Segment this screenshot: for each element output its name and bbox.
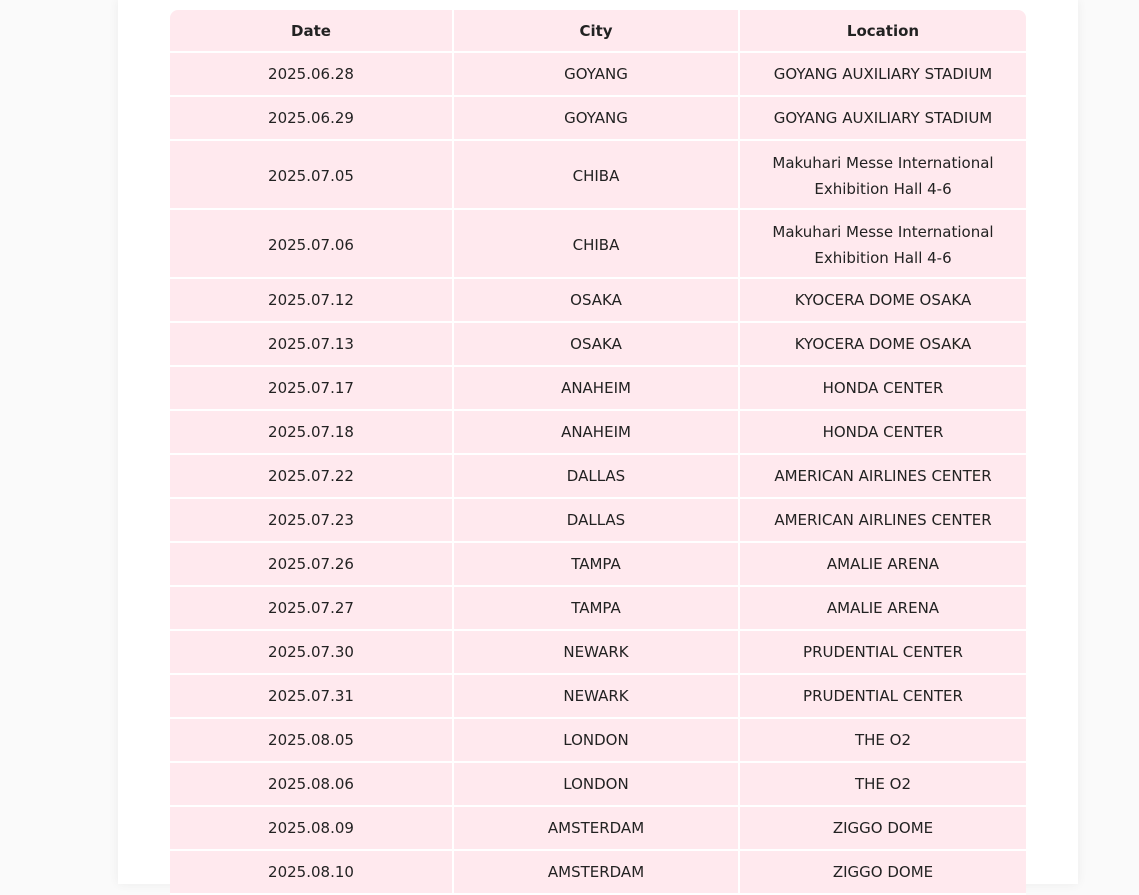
cell-date: 2025.07.18	[170, 411, 454, 455]
cell-date: 2025.06.28	[170, 53, 454, 97]
table-row	[170, 323, 1026, 367]
cell-location: AMALIE ARENA	[740, 543, 1026, 587]
cell-date: 2025.07.31	[170, 675, 454, 719]
cell-location: THE O2	[740, 719, 1026, 763]
cell-date: 2025.08.09	[170, 807, 454, 851]
cell-date: 2025.08.05	[170, 719, 454, 763]
cell-location: HONDA CENTER	[740, 411, 1026, 455]
cell-location: AMERICAN AIRLINES CENTER	[740, 455, 1026, 499]
cell-city: DALLAS	[454, 455, 740, 499]
cell-city: DALLAS	[454, 499, 740, 543]
cell-city: GOYANG	[454, 53, 740, 97]
table-row	[170, 210, 1026, 279]
cell-location: HONDA CENTER	[740, 367, 1026, 411]
table-row	[170, 675, 1026, 719]
cell-location: PRUDENTIAL CENTER	[740, 675, 1026, 719]
cell-location: Makuhari Messe International Exhibition Hall 4-6	[740, 210, 1026, 279]
cell-city: CHIBA	[454, 210, 740, 279]
tour-schedule-table	[170, 10, 1026, 895]
cell-city: NEWARK	[454, 631, 740, 675]
cell-date: 2025.08.06	[170, 763, 454, 807]
cell-location: KYOCERA DOME OSAKA	[740, 323, 1026, 367]
cell-location: PRUDENTIAL CENTER	[740, 631, 1026, 675]
table-row	[170, 631, 1026, 675]
cell-city: ANAHEIM	[454, 367, 740, 411]
cell-date: 2025.07.23	[170, 499, 454, 543]
table-row	[170, 455, 1026, 499]
table-row	[170, 367, 1026, 411]
cell-city: LONDON	[454, 719, 740, 763]
header-date: Date	[170, 10, 454, 53]
cell-location: ZIGGO DOME	[740, 807, 1026, 851]
cell-city: AMSTERDAM	[454, 807, 740, 851]
table-row	[170, 499, 1026, 543]
table-row	[170, 279, 1026, 323]
cell-date: 2025.07.26	[170, 543, 454, 587]
cell-location: GOYANG AUXILIARY STADIUM	[740, 53, 1026, 97]
cell-date: 2025.06.29	[170, 97, 454, 141]
table-row	[170, 543, 1026, 587]
cell-location: GOYANG AUXILIARY STADIUM	[740, 97, 1026, 141]
cell-city: ANAHEIM	[454, 411, 740, 455]
cell-date: 2025.07.06	[170, 210, 454, 279]
cell-location: Makuhari Messe International Exhibition Hall 4-6	[740, 141, 1026, 210]
cell-city: CHIBA	[454, 141, 740, 210]
cell-city: GOYANG	[454, 97, 740, 141]
cell-location: KYOCERA DOME OSAKA	[740, 279, 1026, 323]
cell-city: OSAKA	[454, 279, 740, 323]
header-city: City	[454, 10, 740, 53]
cell-date: 2025.07.30	[170, 631, 454, 675]
table-row	[170, 807, 1026, 851]
table-row	[170, 97, 1026, 141]
cell-location: AMALIE ARENA	[740, 587, 1026, 631]
table-row	[170, 719, 1026, 763]
cell-date: 2025.07.22	[170, 455, 454, 499]
table-row	[170, 587, 1026, 631]
cell-location: THE O2	[740, 763, 1026, 807]
table-header-row	[170, 10, 1026, 53]
table-body	[170, 53, 1026, 895]
cell-location: ZIGGO DOME	[740, 851, 1026, 895]
cell-city: TAMPA	[454, 587, 740, 631]
cell-date: 2025.07.13	[170, 323, 454, 367]
table-row	[170, 411, 1026, 455]
cell-location: AMERICAN AIRLINES CENTER	[740, 499, 1026, 543]
cell-city: OSAKA	[454, 323, 740, 367]
cell-date: 2025.07.05	[170, 141, 454, 210]
cell-date: 2025.07.12	[170, 279, 454, 323]
cell-date: 2025.08.10	[170, 851, 454, 895]
content-card	[118, 0, 1078, 884]
cell-city: NEWARK	[454, 675, 740, 719]
cell-date: 2025.07.17	[170, 367, 454, 411]
cell-date: 2025.07.27	[170, 587, 454, 631]
cell-city: AMSTERDAM	[454, 851, 740, 895]
table-row	[170, 53, 1026, 97]
cell-city: TAMPA	[454, 543, 740, 587]
cell-city: LONDON	[454, 763, 740, 807]
table-row	[170, 141, 1026, 210]
header-location: Location	[740, 10, 1026, 53]
table-row	[170, 851, 1026, 895]
table-row	[170, 763, 1026, 807]
